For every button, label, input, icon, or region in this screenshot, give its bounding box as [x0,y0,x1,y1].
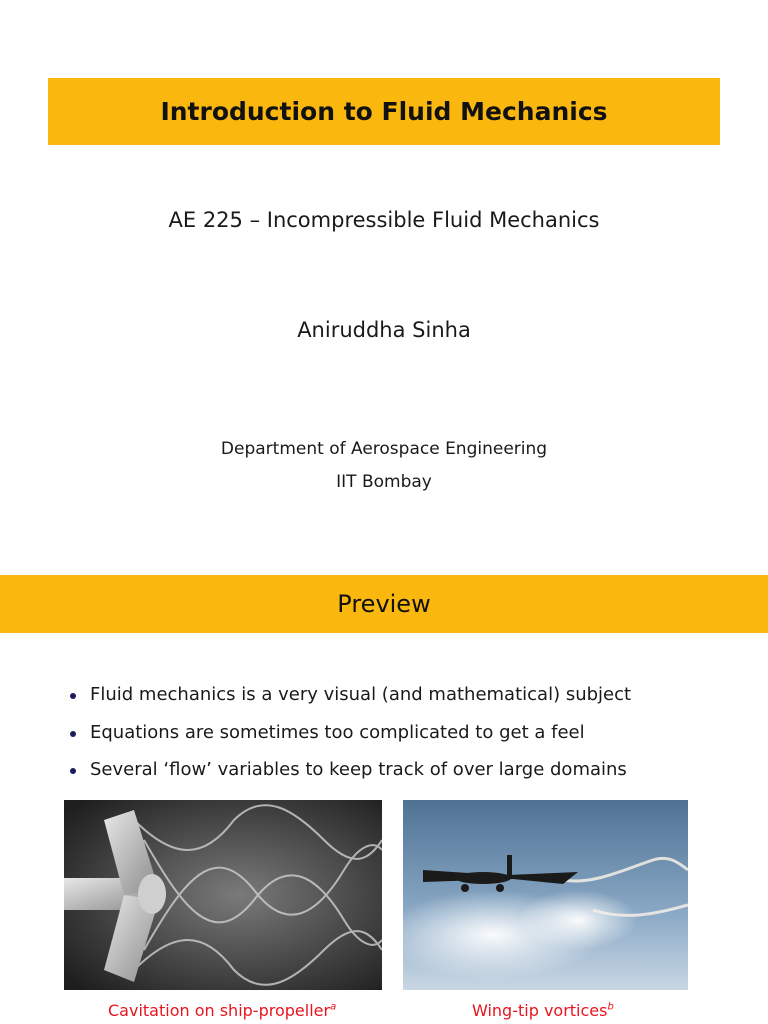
bullet-list [70,684,631,797]
author-name: Aniruddha Sinha [297,318,471,342]
section-header-bar [0,575,768,633]
bullet-text: Equations are sometimes too complicated to get a feel [90,721,585,743]
wing-tip-vortices-image [403,800,688,990]
bullet-icon [70,693,76,699]
bullet-item [70,684,631,722]
slide-title: Introduction to Fluid Mechanics [160,97,608,126]
bullet-icon [70,731,76,737]
caption-text: Wing-tip vortices [472,1001,608,1020]
footnote-mark: b [607,1001,614,1013]
course-subtitle: AE 225 – Incompressible Fluid Mechanics [168,208,600,232]
caption-text: Cavitation on ship-propeller [108,1001,331,1020]
propeller-illustration [64,800,382,990]
aircraft-illustration [403,800,688,990]
footnote-mark: a [330,1001,337,1013]
bullet-item [70,759,631,797]
department-name: Department of Aerospace Engineering [220,439,548,459]
bullet-text: Several ‘flow’ variables to keep track of over large domains [90,759,627,780]
bullet-icon [70,768,76,774]
figure-caption [472,1001,614,1020]
figure-caption [108,1001,336,1020]
bullet-text: Fluid mechanics is a very visual (and mathematical) subject [90,684,632,705]
title-bar [48,78,720,145]
propeller-cavitation-image [64,800,382,990]
section-title: Preview [337,590,431,618]
bullet-item [70,722,631,760]
institute-name: IIT Bombay [336,472,432,492]
